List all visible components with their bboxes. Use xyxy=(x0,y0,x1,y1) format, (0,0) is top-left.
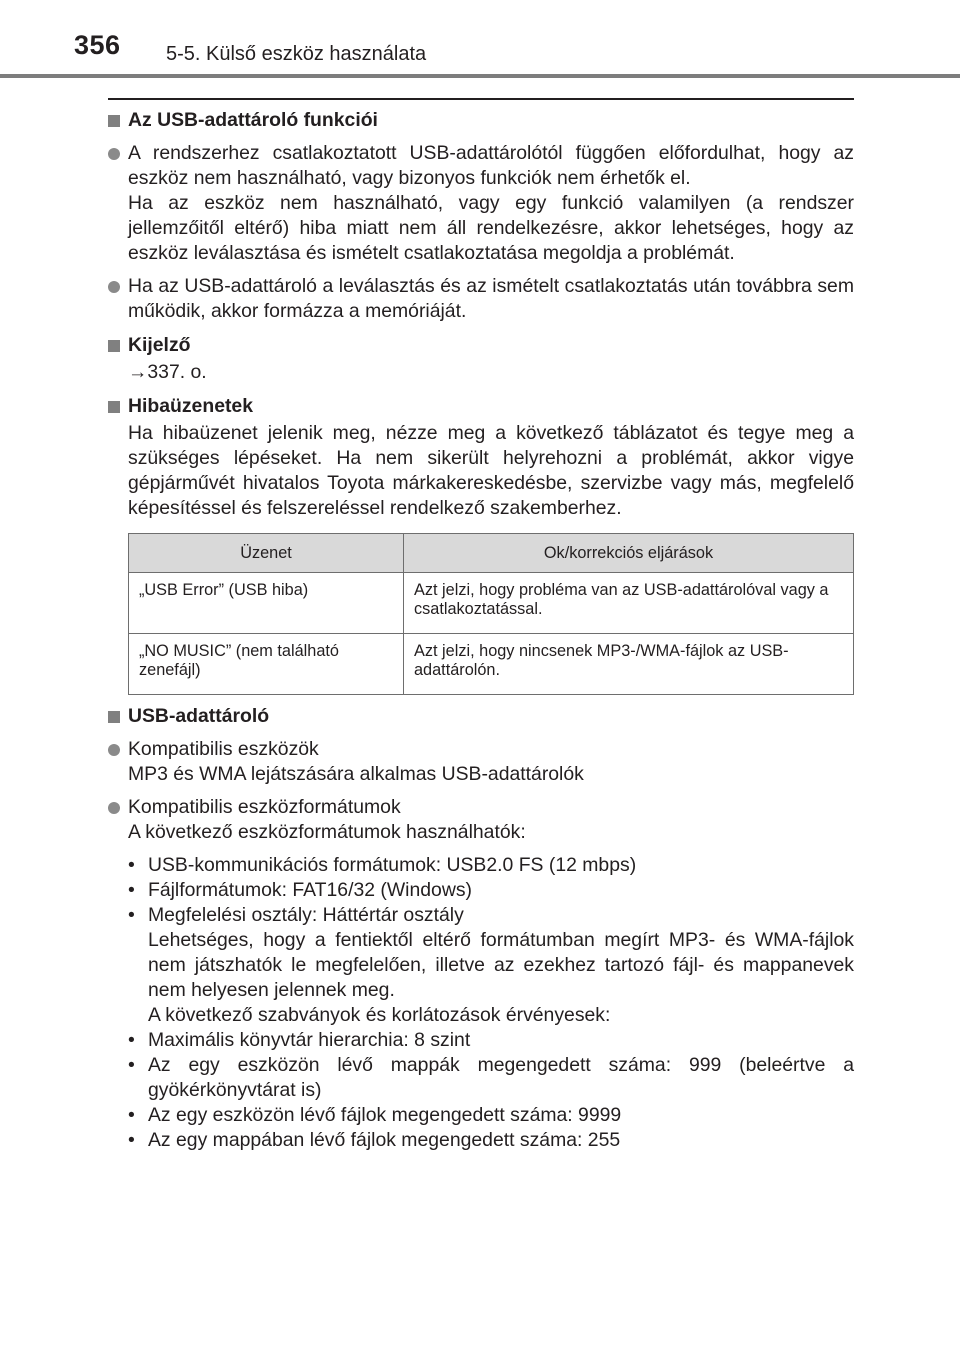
bullet-item xyxy=(108,141,854,266)
section-heading-usb-functions: Az USB-adattároló funkciói xyxy=(108,108,854,133)
list-item: • USB-kommunikációs formátumok: USB2.0 FS (12 mbps) xyxy=(128,854,637,876)
list-item: • Fájlformátumok: FAT16/32 (Windows) xyxy=(128,879,472,901)
table-cell: Azt jelzi, hogy nincsenek MP3-/WMA-fájlok az USB-adattárolón. xyxy=(404,634,854,695)
page-number: 356 xyxy=(74,30,121,60)
page-content xyxy=(108,108,854,1153)
table-row xyxy=(129,634,854,695)
section-heading-display: Kijelző xyxy=(108,333,854,358)
table-header-cell: Ok/korrekciós eljárások xyxy=(404,534,854,573)
section-heading-errors: Hibaüzenetek xyxy=(108,394,854,419)
paragraph: A rendszerhez csatlakoztatott USB-adattárolótól függően előfordulhat, hogy az eszköz nem használható, vagy bizonyos funkciók nem érhetők el. xyxy=(128,142,854,189)
format-note: Lehetséges, hogy a fentiektől eltérő formátumban megírt MP3- és WMA-fájlok nem játszhatók le megfelelően, illetve az ezekhez tartozó fájl- és mappanevek nem helyesen jelennek meg. xyxy=(148,929,854,1001)
table-cell: „NO MUSIC” (nem található zenefájl) xyxy=(129,634,404,695)
format-note: A következő szabványok és korlátozások érvényesek: xyxy=(148,1004,611,1026)
paragraph: Ha az USB-adattároló a leválasztás és az ismételt csatlakoztatás után továbbra sem működik, akkor formázza a memóriáját. xyxy=(128,275,854,322)
square-bullet-icon xyxy=(108,401,120,413)
list-item: • Maximális könyvtár hierarchia: 8 szint xyxy=(128,1029,471,1051)
header-divider xyxy=(0,74,960,78)
list-item: • Megfelelési osztály: Háttértár osztály xyxy=(128,904,464,926)
circle-bullet-icon xyxy=(108,281,120,293)
list-item: • Az egy eszközön lévő mappák megengedett száma: 999 (beleértve a gyökérkönyvtárat is) xyxy=(128,1054,854,1101)
table-header-cell: Üzenet xyxy=(129,534,404,573)
bullet-item: Kompatibilis eszközök MP3 és WMA lejátszására alkalmas USB-adattárolók xyxy=(108,737,854,787)
bullet-item xyxy=(108,274,854,324)
circle-bullet-icon xyxy=(108,802,120,814)
content-top-rule xyxy=(108,98,854,100)
table-header-row xyxy=(129,534,854,573)
page-reference: →337. o. xyxy=(128,361,207,383)
bullet-item: Kompatibilis eszközformátumok A következő eszközformátumok használhatók: xyxy=(108,795,854,845)
list-item: • Az egy mappában lévő fájlok megengedett száma: 255 xyxy=(128,1129,621,1151)
list-item: • Az egy eszközön lévő fájlok megengedett száma: 9999 xyxy=(128,1104,622,1126)
circle-bullet-icon xyxy=(108,148,120,160)
table-row xyxy=(129,573,854,634)
error-message-table xyxy=(128,533,854,695)
square-bullet-icon xyxy=(108,340,120,352)
square-bullet-icon xyxy=(108,115,120,127)
table-cell: „USB Error” (USB hiba) xyxy=(129,573,404,634)
errors-intro: Ha hibaüzenet jelenik meg, nézze meg a következő táblázatot és tegye meg a szükséges lépéseket. Ha nem sikerült helyrehozni a problémát, akkor vigye gépjárművét hivatalos Toyota márkakereskedésbe, szervizbe vagy más, megfelelő képesítéssel és felszereléssel rendelkező szakemberhez. xyxy=(128,422,854,519)
table-cell: Azt jelzi, hogy probléma van az USB-adattárolóval vagy a csatlakoztatással. xyxy=(404,573,854,634)
circle-bullet-icon xyxy=(108,744,120,756)
chapter-title: 5-5. Külső eszköz használata xyxy=(166,43,427,65)
square-bullet-icon xyxy=(108,711,120,723)
paragraph: Ha az eszköz nem használható, vagy egy funkció valamilyen (a rendszer jellemzőitől eltérő) hiba miatt nem áll rendelkezésre, akkor lehetséges, hogy az eszköz leválasztása és ismételt csatlakoztatása megoldja a problémát. xyxy=(128,192,854,264)
section-heading-usb-storage: USB-adattároló xyxy=(108,704,854,729)
page-header xyxy=(0,0,960,78)
